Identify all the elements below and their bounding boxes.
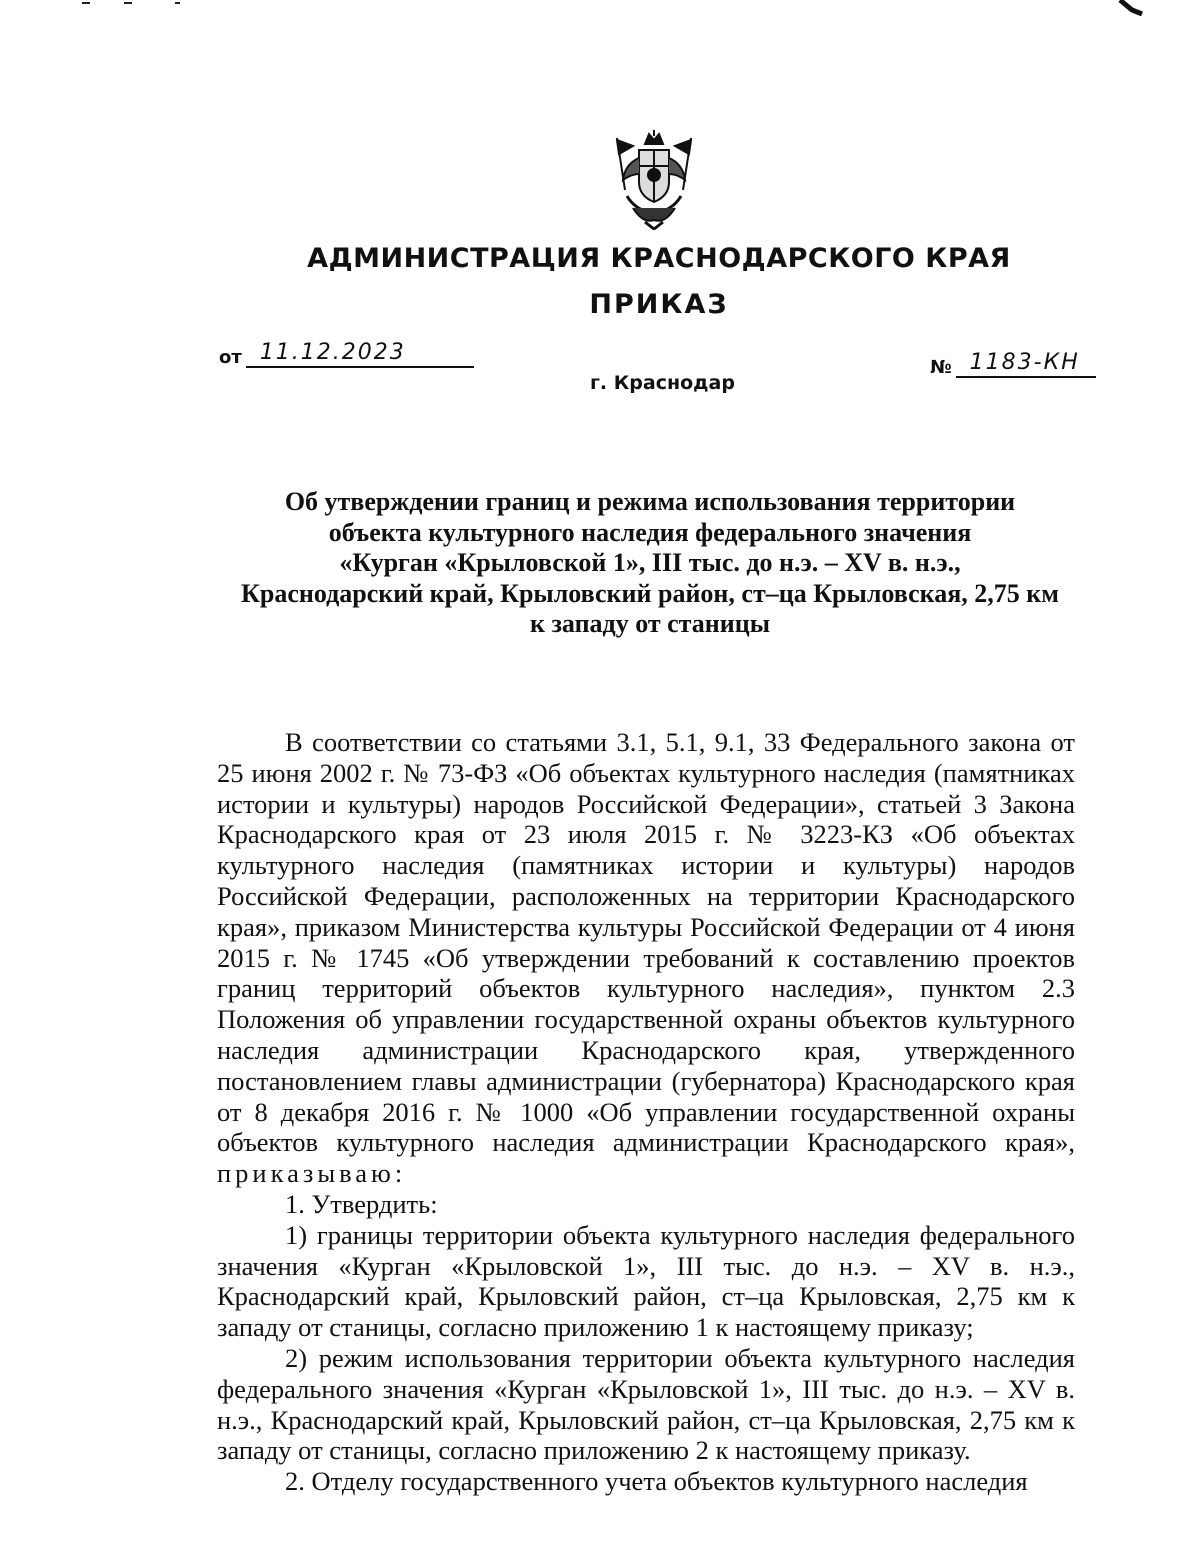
date-field xyxy=(219,342,474,368)
scan-edge-mark-right xyxy=(1118,0,1148,16)
document-type: ПРИКАЗ xyxy=(589,289,729,320)
preamble-text: В соответствии со статьями 3.1, 5.1, 9.1, 33 Федерального закона от 25 июня 2002 г. № 73-ФЗ «Об объектах культурного наследия (памятниках истории и культуры) народов Российской Федерации», статьей 3 Закона Краснодарского края от 23 июля 2015 г. № 3223-КЗ «Об объектах культурного наследия (памятниках истории и культуры) народов Российской Федерации, расположенных на территории Краснодарского края», приказом Министерства культуры Российской Федерации от 4 июня 2015 г. № 1745 «Об утверждении требований к составлению проектов границ территорий объектов культурного наследия», пунктом 2.3 Положения об управлении государственной охраны объектов культурного наследия администрации Краснодарского края, утвержденного постановлением главы администрации (губернатора) Краснодарского края от 8 декабря 2016 г. № 1000 «Об управлении государственной охраны объектов культурного наследия администрации Краснодарского края», xyxy=(217,727,1075,1158)
title-line: Об утверждении границ и режима использования территории xyxy=(284,487,1016,516)
preamble-paragraph xyxy=(217,727,1075,1189)
title-line: объекта культурного наследия федерального значения xyxy=(328,517,972,547)
item-1-2-paragraph: 2) режим использования территории объекта культурного наследия федерального значения «Курган «Крыловской 1», III тыс. до н.э. – XV в. н.э., Краснодарский край, Крыловский район, ст–ца Крыловская, 2,75 км к западу от станицы, согласно приложению 2 к настоящему приказу. xyxy=(217,1342,1075,1466)
item-2-paragraph: 2. Отделу государственного учета объектов культурного наследия xyxy=(285,1466,1028,1497)
date-line xyxy=(246,342,474,368)
document-title xyxy=(200,487,1100,640)
title-line: «Курган «Крыловской 1», III тыс. до н.э. – XV в. н.э., xyxy=(339,548,961,577)
organization-title: АДМИНИСТРАЦИЯ КРАСНОДАРСКОГО КРАЯ xyxy=(307,243,1011,274)
scan-edge-mark-left xyxy=(80,0,190,8)
title-line: к западу от станицы xyxy=(529,609,771,638)
title-line: Краснодарский край, Крыловский район, ст–ца Крыловская, 2,75 км xyxy=(241,578,1059,608)
number-field xyxy=(930,352,1096,378)
coat-of-arms-icon xyxy=(605,130,703,230)
number-line xyxy=(956,352,1096,378)
date-value: 11.12.2023 xyxy=(259,340,406,365)
number-value: 1183-КН xyxy=(969,350,1080,375)
document-body xyxy=(217,727,1075,1497)
city-label: г. Краснодар xyxy=(590,372,735,394)
item-1-1-paragraph: 1) границы территории объекта культурного наследия федерального значения «Курган «Крыловской 1», III тыс. до н.э. – XV в. н.э., Краснодарский край, Крыловский район, ст–ца Крыловская, 2,75 км к западу от станицы, согласно приложению 1 к настоящему приказу; xyxy=(217,1219,1075,1343)
item-1-paragraph: 1. Утвердить: xyxy=(285,1188,438,1219)
date-prefix: от xyxy=(219,347,242,368)
number-prefix: № xyxy=(930,357,952,378)
order-word: приказываю: xyxy=(217,1158,407,1189)
